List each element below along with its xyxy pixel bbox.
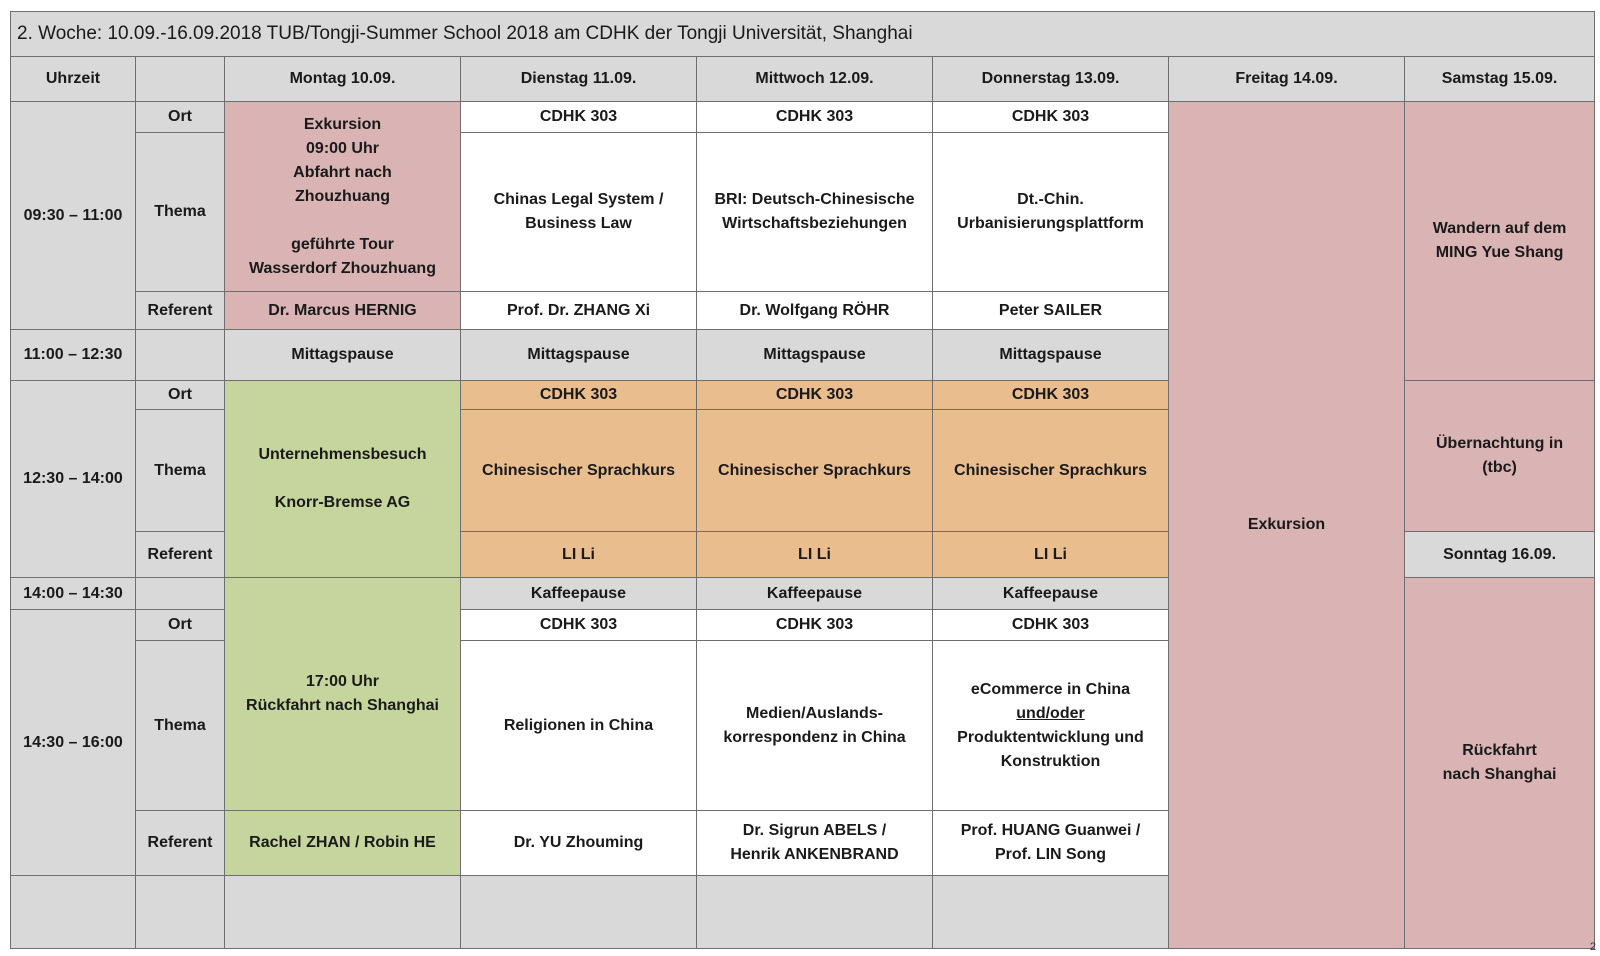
tue-ref-1: Prof. Dr. ZHANG Xi <box>461 292 697 330</box>
header-wednesday: Mittwoch 12.09. <box>697 57 933 102</box>
header-monday: Montag 10.09. <box>225 57 461 102</box>
wed-coffee: Kaffeepause <box>697 578 933 610</box>
label-ort: Ort <box>136 381 225 410</box>
empty-cell <box>225 876 461 949</box>
friday-excursion: Exkursion <box>1169 102 1405 949</box>
thu-coffee: Kaffeepause <box>933 578 1169 610</box>
empty-cell <box>697 876 933 949</box>
tue-ort-2: CDHK 303 <box>461 381 697 410</box>
monday-excursion: Exkursion 09:00 Uhr Abfahrt nach Zhouzhuang geführte Tour Wasserdorf Zhouzhuang <box>225 102 461 292</box>
empty-cell <box>136 876 225 949</box>
time-slot-4: 14:00 – 14:30 <box>11 578 136 610</box>
tue-ref-3: Dr. YU Zhouming <box>461 811 697 876</box>
schedule-table <box>10 11 1595 949</box>
thu-ort-1: CDHK 303 <box>933 102 1169 133</box>
thu-ref-3: Prof. HUANG Guanwei / Prof. LIN Song <box>933 811 1169 876</box>
saturday-overnight: Übernachtung in (tbc) <box>1405 381 1595 532</box>
time-slot-1: 09:30 – 11:00 <box>11 102 136 330</box>
time-slot-5: 14:30 – 16:00 <box>11 610 136 876</box>
label-referent: Referent <box>136 292 225 330</box>
thu-lunch: Mittagspause <box>933 330 1169 381</box>
tue-lunch: Mittagspause <box>461 330 697 381</box>
wed-lunch: Mittagspause <box>697 330 933 381</box>
label-thema: Thema <box>136 641 225 811</box>
label-ort: Ort <box>136 610 225 641</box>
wed-thema-2: Chinesischer Sprachkurs <box>697 410 933 532</box>
tue-thema-3: Religionen in China <box>461 641 697 811</box>
tue-coffee: Kaffeepause <box>461 578 697 610</box>
tue-ref-2: LI Li <box>461 532 697 578</box>
header-blank <box>136 57 225 102</box>
header-thursday: Donnerstag 13.09. <box>933 57 1169 102</box>
empty-cell <box>11 876 136 949</box>
thu-thema-1: Dt.-Chin. Urbanisierungsplattform <box>933 133 1169 292</box>
wed-thema-1: BRI: Deutsch-Chinesische Wirtschaftsbeziehungen <box>697 133 933 292</box>
header-row <box>11 57 1595 102</box>
empty-cell <box>933 876 1169 949</box>
sunday-return: Rückfahrt nach Shanghai <box>1405 578 1595 949</box>
thu-ref-2: LI Li <box>933 532 1169 578</box>
wed-thema-3: Medien/Auslands- korrespondenz in China <box>697 641 933 811</box>
wed-ort-1: CDHK 303 <box>697 102 933 133</box>
thu-thema-3: eCommerce in China und/oder Produktentwicklung und Konstruktion <box>933 641 1169 811</box>
page-number: 2 <box>1589 941 1596 953</box>
thu-thema-2: Chinesischer Sprachkurs <box>933 410 1169 532</box>
monday-lunch: Mittagspause <box>225 330 461 381</box>
label-empty <box>136 578 225 610</box>
header-friday: Freitag 14.09. <box>1169 57 1405 102</box>
sunday-header: Sonntag 16.09. <box>1405 532 1595 578</box>
label-ort: Ort <box>136 102 225 133</box>
label-empty <box>136 330 225 381</box>
time-slot-3: 12:30 – 14:00 <box>11 381 136 578</box>
thu-ort-3: CDHK 303 <box>933 610 1169 641</box>
monday-return: 17:00 Uhr Rückfahrt nach Shanghai <box>225 578 461 811</box>
tue-ort-1: CDHK 303 <box>461 102 697 133</box>
wed-ref-2: LI Li <box>697 532 933 578</box>
wed-ref-3: Dr. Sigrun ABELS / Henrik ANKENBRAND <box>697 811 933 876</box>
thu-ort-2: CDHK 303 <box>933 381 1169 410</box>
wed-ref-1: Dr. Wolfgang RÖHR <box>697 292 933 330</box>
monday-referent-1: Dr. Marcus HERNIG <box>225 292 461 330</box>
time-slot-2: 11:00 – 12:30 <box>11 330 136 381</box>
label-referent: Referent <box>136 811 225 876</box>
wed-ort-2: CDHK 303 <box>697 381 933 410</box>
tue-thema-2: Chinesischer Sprachkurs <box>461 410 697 532</box>
saturday-hike: Wandern auf dem MING Yue Shang <box>1405 102 1595 381</box>
header-tuesday: Dienstag 11.09. <box>461 57 697 102</box>
tue-thema-1: Chinas Legal System / Business Law <box>461 133 697 292</box>
page-title: 2. Woche: 10.09.-16.09.2018 TUB/Tongji-Summer School 2018 am CDHK der Tongji Universität, Shanghai <box>11 12 1595 57</box>
wed-ort-3: CDHK 303 <box>697 610 933 641</box>
label-thema: Thema <box>136 133 225 292</box>
label-referent: Referent <box>136 532 225 578</box>
tue-ort-3: CDHK 303 <box>461 610 697 641</box>
label-thema: Thema <box>136 410 225 532</box>
header-time: Uhrzeit <box>11 57 136 102</box>
monday-company-visit: Unternehmensbesuch Knorr-Bremse AG <box>225 381 461 578</box>
header-saturday: Samstag 15.09. <box>1405 57 1595 102</box>
monday-referent-2: Rachel ZHAN / Robin HE <box>225 811 461 876</box>
empty-cell <box>461 876 697 949</box>
thu-ref-1: Peter SAILER <box>933 292 1169 330</box>
